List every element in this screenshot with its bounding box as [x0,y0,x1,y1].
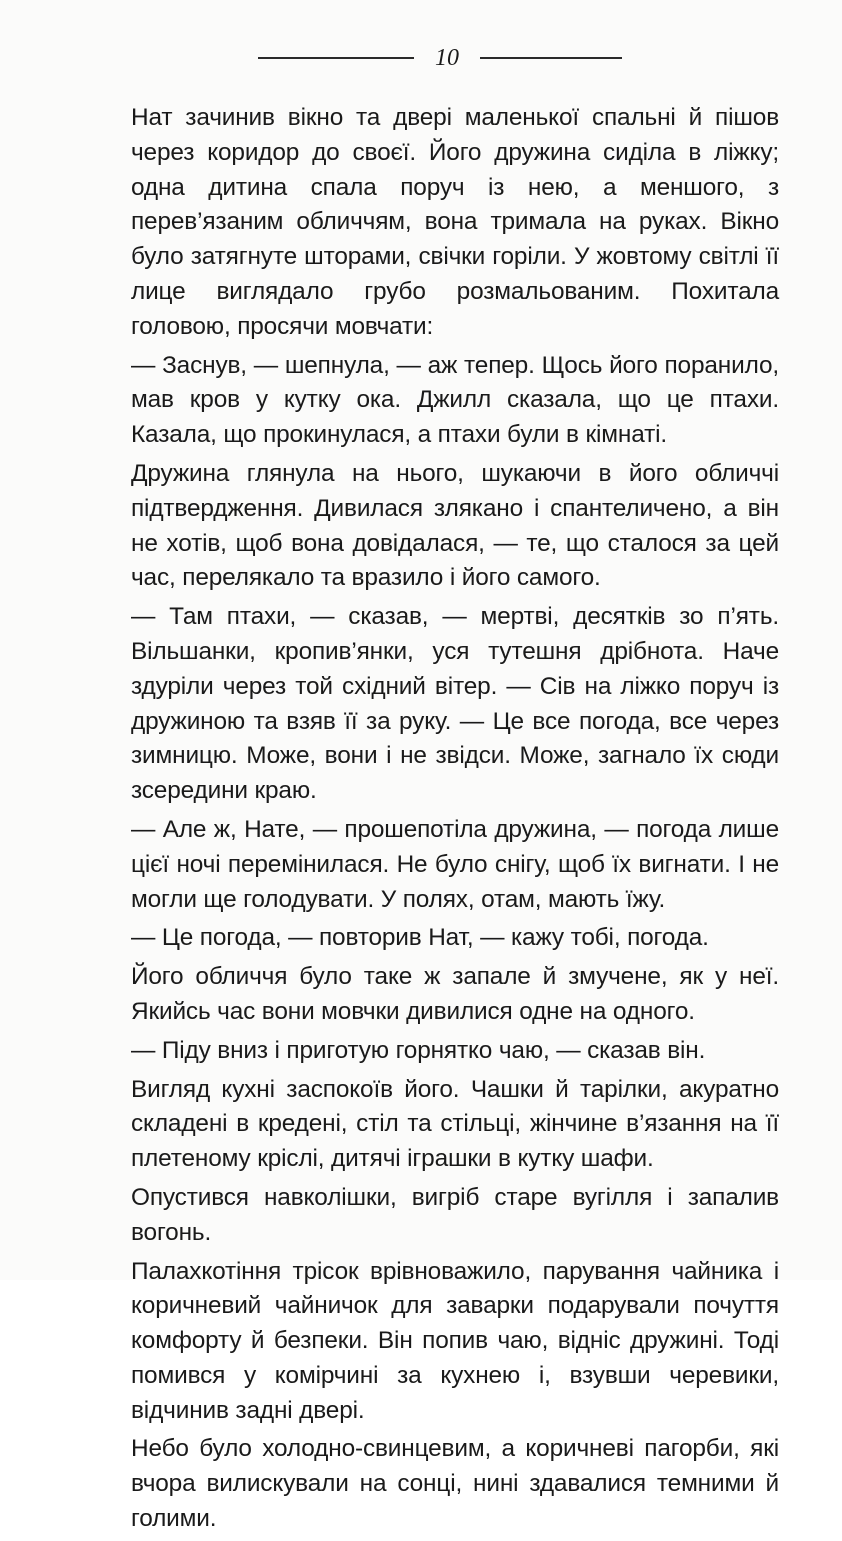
header-rule-right [480,57,622,59]
paragraph: Нат зачинив вікно та двері маленької спальні й пішов через коридор до своєї. Його дружина сиділа в ліжку; одна дитина спала поруч із нею, а меншого, з перев’язаним обличчям, вона тримала на руках. Вікно було затягнуте шторами, свічки горіли. У жовтому світлі її лице виглядало грубо розмальованим. Похитала головою, просячи мовчати: [131,104,779,340]
paragraph: Опустився навколішки, вигріб старе вугілля і запалив вогонь. [131,1183,779,1246]
paragraph: — Піду вниз і приготую горнятко чаю, — сказав він. [131,1036,706,1064]
page-number: 10 [435,45,459,71]
body-text [131,101,779,1541]
paragraph: Вигляд кухні заспокоїв його. Чашки й тарілки, акуратно складені в кредені, стіл та стільці, жінчине в’язання на її плетеному кріслі, дитячі іграшки в кутку шафи. [131,1075,779,1173]
paragraph: — Це погода, — повторив Нат, — кажу тобі, погода. [131,924,709,952]
paragraph: — Там птахи, — сказав, — мертві, десятків зо п’ять. Вільшанки, кропив’янки, уся тутешня дрібнота. Наче здуріли через той східний вітер. — Сів на ліжко поруч із дружиною та взяв її за руку. — Це все погода, все через зимницю. Може, вони і не звідси. Може, загнало їх сюди зсередини краю. [131,603,779,805]
paragraph: — Заснув, — шепнула, — аж тепер. Щось його поранило, мав кров у кутку ока. Джилл сказала, що це птахи. Казала, що прокинулася, а птахи були в кімнаті. [131,351,779,449]
header-rule-left [258,57,414,59]
paragraph: Його обличчя було таке ж запале й змучене, як у неї. Якийсь час вони мовчки дивилися одне на одного. [131,963,779,1025]
paragraph: Небо було холодно-свинцевим, а коричневі пагорби, які вчора вилискували на сонці, нині здавалися темними й голими. [131,1435,779,1533]
paragraph: — Але ж, Нате, — прошепотіла дружина, — погода лише цієї ночі перемінилася. Не було снігу, щоб їх вигнати. І не могли ще голодувати. У полях, отам, мають їжу. [131,815,779,913]
page-header [0,40,842,76]
paragraph: Палахкотіння трісок врівноважило, парування чайника і коричневий чайничок для заварки подарували почуття комфорту й безпеки. Він попив чаю, відніс дружині. Тоді помився у комірчині за кухнею і, взувши черевики, відчинив задні двері. [131,1257,779,1424]
paragraph: Дружина глянула на нього, шукаючи в його обличчі підтвердження. Дивилася злякано і спантеличено, а він не хотів, щоб вона довідалася, — те, що сталося за цей час, перелякало та вразило і його самого. [131,459,779,592]
